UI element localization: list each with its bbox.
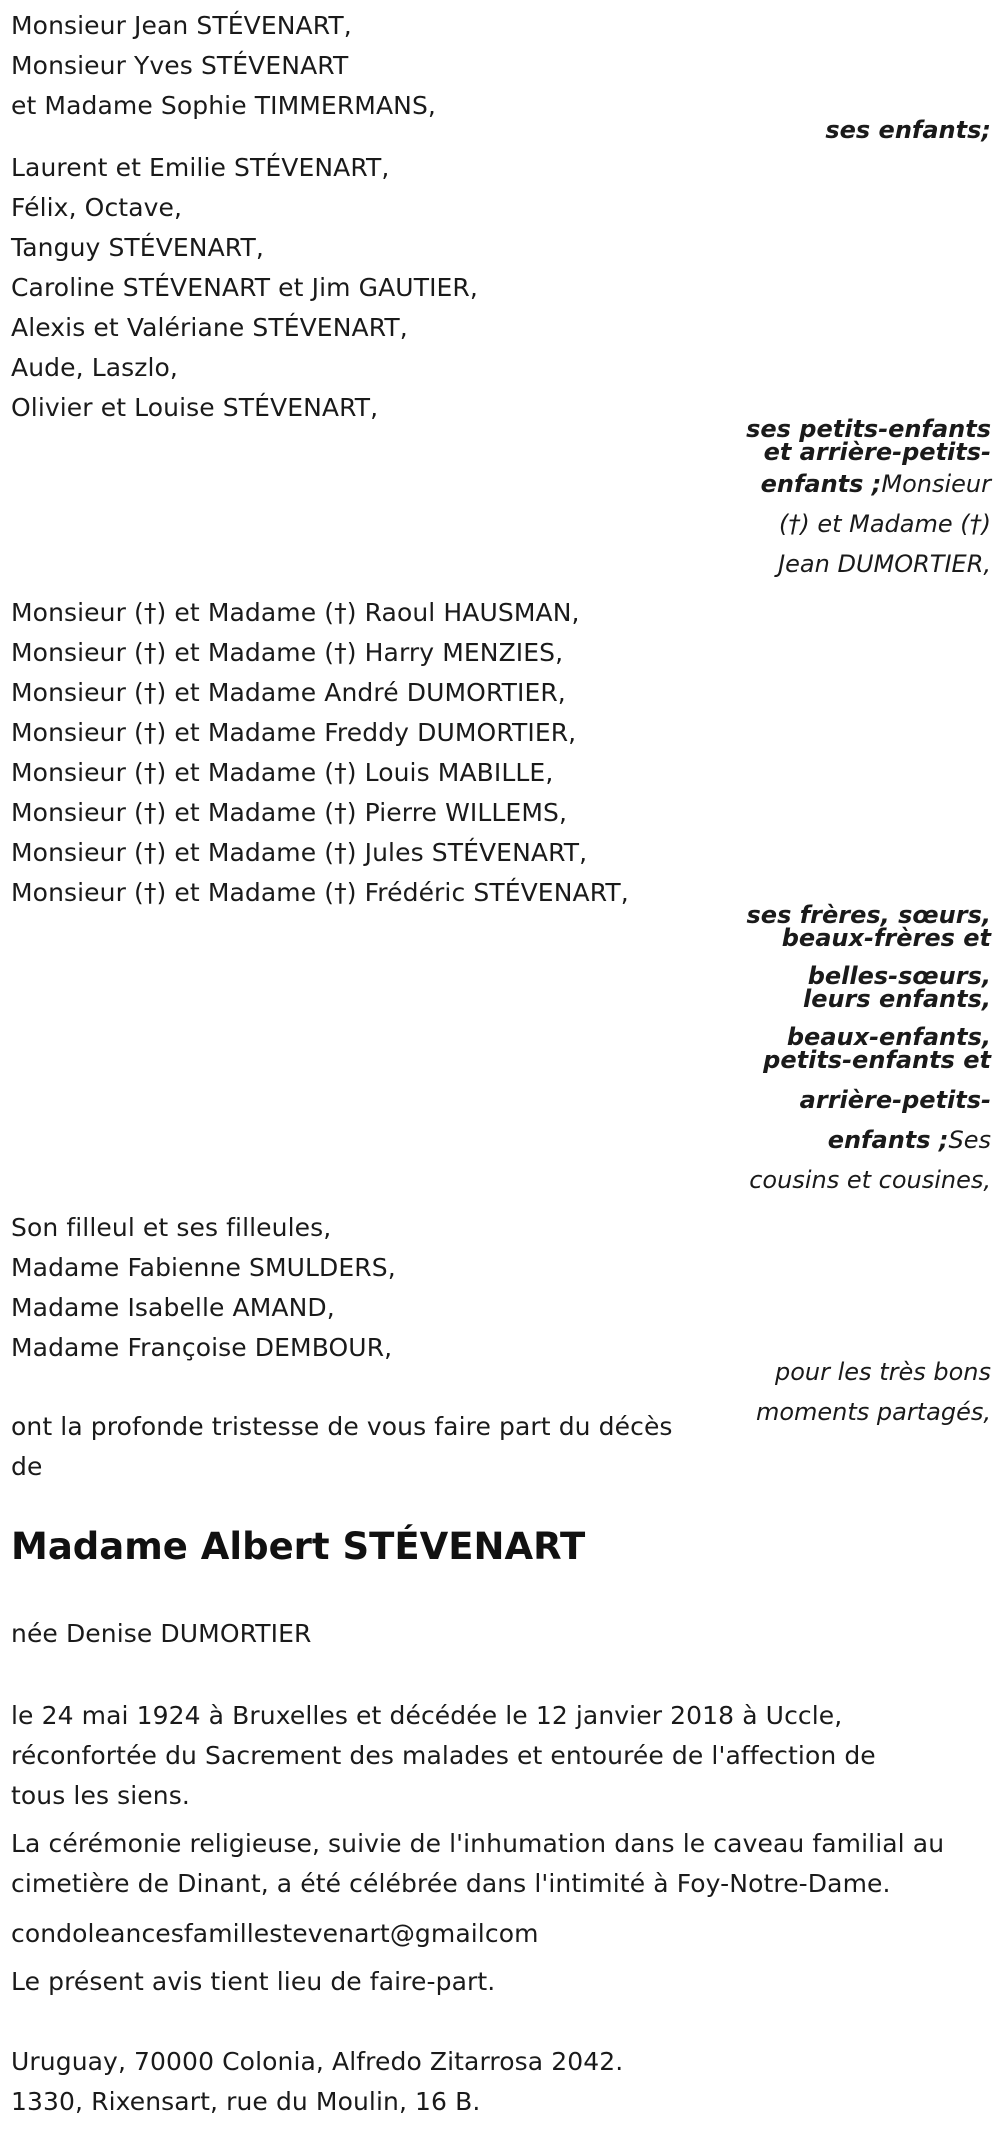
list-item: Madame Isabelle AMAND, xyxy=(11,1293,335,1322)
list-item: Aude, Laszlo, xyxy=(11,353,178,382)
list-item: Alexis et Valériane STÉVENART, xyxy=(11,313,408,342)
list-item: Monsieur (†) et Madame (†) Frédéric STÉVENART, xyxy=(11,878,629,907)
list-item: Félix, Octave, xyxy=(11,193,183,222)
list-item: Monsieur (†) et Madame (†) Louis MABILLE, xyxy=(11,758,554,787)
list-item: Madame Fabienne SMULDERS, xyxy=(11,1253,396,1282)
list-item: Monsieur (†) et Madame (†) Harry MENZIES, xyxy=(11,638,564,667)
grandchildren-label: ses petits-enfants et arrière-petits- enfants ;Monsieur (†) et Madame (†) Jean DUMORTIER, xyxy=(746,415,991,578)
list-item: Monsieur (†) et Madame André DUMORTIER, xyxy=(11,678,566,707)
email-address: condoleancesfamillestevenart@gmailcom xyxy=(11,1919,539,1948)
godchildren-list xyxy=(11,1208,396,1368)
list-item: Caroline STÉVENART et Jim GAUTIER, xyxy=(11,273,478,302)
details-paragraph-1: le 24 mai 1924 à Bruxelles et décédée le 12 janvier 2018 à Uccle, réconfortée du Sacrement des malades et entourée de l'affection de tous les siens. xyxy=(11,1701,876,1810)
siblings-list xyxy=(11,593,629,913)
addresses xyxy=(11,2042,623,2122)
list-item: Monsieur (†) et Madame (†) Jules STÉVENART, xyxy=(11,838,588,867)
godchildren-label: pour les très bons moments partagés, xyxy=(755,1358,991,1426)
list-item: Laurent et Emilie STÉVENART, xyxy=(11,153,390,182)
list-item: et Madame Sophie TIMMERMANS, xyxy=(11,91,436,120)
list-item: Tanguy STÉVENART, xyxy=(11,233,264,262)
list-item: Monsieur (†) et Madame (†) Raoul HAUSMAN, xyxy=(11,598,580,627)
children-list xyxy=(11,6,436,126)
list-item: Olivier et Louise STÉVENART, xyxy=(11,393,379,422)
list-item: Uruguay, 70000 Colonia, Alfredo Zitarrosa 2042. xyxy=(11,2047,624,2076)
list-item: Monsieur Jean STÉVENART, xyxy=(11,11,352,40)
list-item: Madame Françoise DEMBOUR, xyxy=(11,1333,393,1362)
deceased-name: Madame Albert STÉVENART xyxy=(11,1525,586,1568)
details-paragraph-2: La cérémonie religieuse, suivie de l'inhumation dans le caveau familial au cimetière de Dinant, a été célébrée dans l'intimité à Foy-Notre-Dame. xyxy=(11,1829,945,1898)
maiden-name: née Denise DUMORTIER xyxy=(11,1619,312,1648)
children-label: ses enfants; xyxy=(825,116,991,144)
list-item: 1330, Rixensart, rue du Moulin, 16 B. xyxy=(11,2087,481,2116)
list-item: Son filleul et ses filleules, xyxy=(11,1213,332,1242)
announcement: ont la profonde tristesse de vous faire part du décès de xyxy=(11,1412,673,1481)
grandchildren-list xyxy=(11,148,478,428)
siblings-label: ses frères, sœurs, beaux-frères et belles-sœurs, leurs enfants, beaux-enfants, petits-enfants et arrière-petits- enfants ;Ses cousins et cousines, xyxy=(746,901,991,1194)
list-item: Monsieur Yves STÉVENART xyxy=(11,51,349,80)
list-item: Monsieur (†) et Madame (†) Pierre WILLEMS, xyxy=(11,798,568,827)
notice-text: Le présent avis tient lieu de faire-part. xyxy=(11,1967,496,1996)
list-item: Monsieur (†) et Madame Freddy DUMORTIER, xyxy=(11,718,577,747)
